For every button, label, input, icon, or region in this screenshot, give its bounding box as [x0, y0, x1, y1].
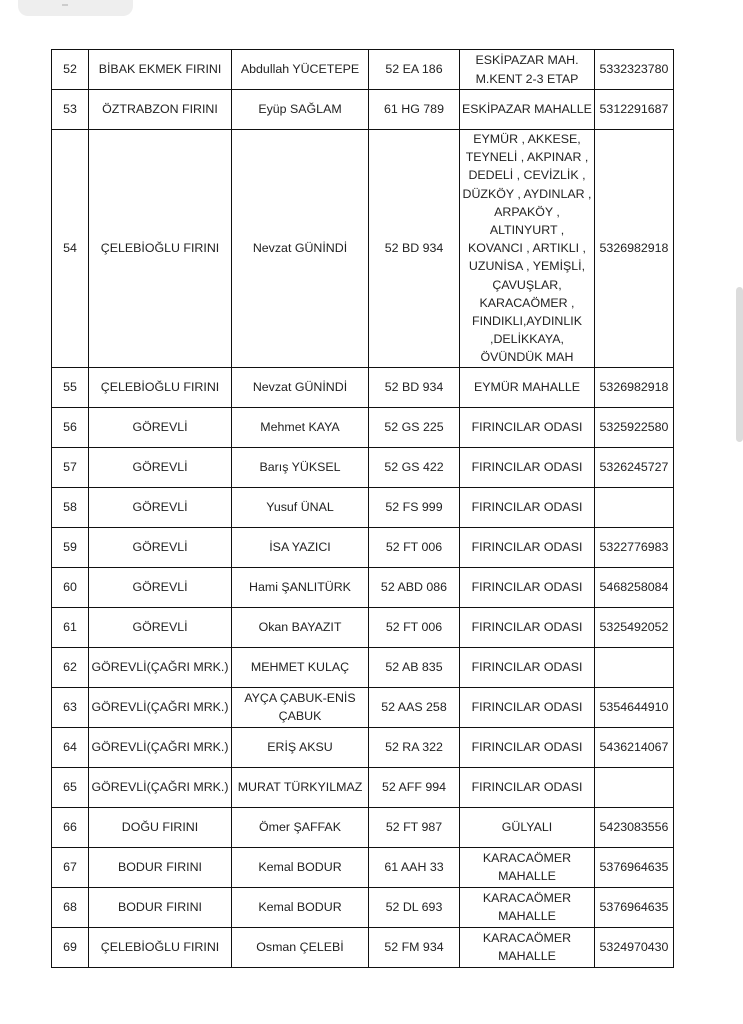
phone-cell: 5326982918: [595, 367, 674, 407]
owner-name-cell: MEHMET KULAÇ: [232, 647, 369, 687]
area-cell: KARACAÖMER MAHALLE: [460, 927, 595, 967]
table-row: [52, 527, 674, 567]
area-cell: FIRINCILAR ODASI: [460, 487, 595, 527]
owner-name-cell: Hami ŞANLITÜRK: [232, 567, 369, 607]
area-cell: ESKİPAZAR MAH. M.KENT 2-3 ETAP: [460, 50, 595, 90]
table-row: [52, 887, 674, 927]
bakery-name-cell: BİBAK EKMEK FIRINI: [89, 50, 232, 90]
table-row: [52, 927, 674, 967]
table-row: [52, 407, 674, 447]
row-number-cell: 63: [52, 687, 89, 727]
area-cell: ESKİPAZAR MAHALLE: [460, 90, 595, 130]
bakery-name-cell: GÖREVLİ(ÇAĞRI MRK.): [89, 727, 232, 767]
table-row: [52, 607, 674, 647]
tab-mark: [62, 0, 68, 6]
phone-cell: 5423083556: [595, 807, 674, 847]
plate-cell: 52 BD 934: [369, 130, 460, 368]
phone-cell: 5332323780: [595, 50, 674, 90]
phone-cell: 5326245727: [595, 447, 674, 487]
row-number-cell: 57: [52, 447, 89, 487]
table-row: [52, 847, 674, 887]
row-number-cell: 68: [52, 887, 89, 927]
table-row: [52, 50, 674, 90]
row-number-cell: 59: [52, 527, 89, 567]
phone-cell: 5325492052: [595, 607, 674, 647]
bakery-name-cell: GÖREVLİ: [89, 567, 232, 607]
row-number-cell: 64: [52, 727, 89, 767]
phone-cell: 5376964635: [595, 887, 674, 927]
bakery-name-cell: GÖREVLİ: [89, 407, 232, 447]
area-cell: EYMÜR , AKKESE, TEYNELİ , AKPINAR , DEDELİ , CEVİZLİK , DÜZKÖY , AYDINLAR , ARPAKÖY , ALTINYURT , KOVANCI , ARTIKLI , UZUNİSA , YEMİŞLİ, ÇAVUŞLAR, KARACAÖMER , FINDIKLI,AYDINLIK ,DELİKKAYA, ÖVÜNDÜK MAH: [460, 130, 595, 368]
bakery-name-cell: ÇELEBİOĞLU FIRINI: [89, 130, 232, 368]
table-row: [52, 767, 674, 807]
phone-cell: 5376964635: [595, 847, 674, 887]
phone-cell: 5312291687: [595, 90, 674, 130]
table-row: [52, 367, 674, 407]
bakery-name-cell: ÇELEBİOĞLU FIRINI: [89, 927, 232, 967]
table-body: [52, 50, 674, 968]
area-cell: FIRINCILAR ODASI: [460, 727, 595, 767]
plate-cell: 52 FT 006: [369, 527, 460, 567]
row-number-cell: 56: [52, 407, 89, 447]
plate-cell: 52 BD 934: [369, 367, 460, 407]
owner-name-cell: Nevzat GÜNİNDİ: [232, 130, 369, 368]
owner-name-cell: Nevzat GÜNİNDİ: [232, 367, 369, 407]
area-cell: FIRINCILAR ODASI: [460, 647, 595, 687]
bakery-name-cell: GÖREVLİ: [89, 447, 232, 487]
row-number-cell: 67: [52, 847, 89, 887]
area-cell: EYMÜR MAHALLE: [460, 367, 595, 407]
table-row: [52, 130, 674, 368]
phone-cell: 5326982918: [595, 130, 674, 368]
row-number-cell: 65: [52, 767, 89, 807]
phone-cell: 5322776983: [595, 527, 674, 567]
phone-cell: [595, 487, 674, 527]
bakery-name-cell: BODUR FIRINI: [89, 887, 232, 927]
bakery-name-cell: GÖREVLİ: [89, 607, 232, 647]
scrollbar[interactable]: [736, 287, 743, 442]
plate-cell: 61 AAH 33: [369, 847, 460, 887]
row-number-cell: 62: [52, 647, 89, 687]
plate-cell: 52 FM 934: [369, 927, 460, 967]
row-number-cell: 52: [52, 50, 89, 90]
bakery-name-cell: ÇELEBİOĞLU FIRINI: [89, 367, 232, 407]
owner-name-cell: Abdullah YÜCETEPE: [232, 50, 369, 90]
bakery-name-cell: GÖREVLİ(ÇAĞRI MRK.): [89, 647, 232, 687]
plate-cell: 52 EA 186: [369, 50, 460, 90]
area-cell: FIRINCILAR ODASI: [460, 767, 595, 807]
area-cell: FIRINCILAR ODASI: [460, 527, 595, 567]
owner-name-cell: AYÇA ÇABUK-ENİS ÇABUK: [232, 687, 369, 727]
phone-cell: 5354644910: [595, 687, 674, 727]
owner-name-cell: Eyüp SAĞLAM: [232, 90, 369, 130]
table-row: [52, 807, 674, 847]
bakery-name-cell: DOĞU FIRINI: [89, 807, 232, 847]
plate-cell: 52 FT 987: [369, 807, 460, 847]
owner-name-cell: Mehmet KAYA: [232, 407, 369, 447]
plate-cell: 52 RA 322: [369, 727, 460, 767]
owner-name-cell: Osman ÇELEBİ: [232, 927, 369, 967]
owner-name-cell: ERİŞ AKSU: [232, 727, 369, 767]
area-cell: GÜLYALI: [460, 807, 595, 847]
owner-name-cell: Kemal BODUR: [232, 887, 369, 927]
area-cell: KARACAÖMER MAHALLE: [460, 887, 595, 927]
plate-cell: 52 FS 999: [369, 487, 460, 527]
owner-name-cell: Okan BAYAZIT: [232, 607, 369, 647]
plate-cell: 52 AFF 994: [369, 767, 460, 807]
table-row: [52, 447, 674, 487]
phone-cell: [595, 767, 674, 807]
table-row: [52, 727, 674, 767]
area-cell: FIRINCILAR ODASI: [460, 447, 595, 487]
row-number-cell: 55: [52, 367, 89, 407]
plate-cell: 61 HG 789: [369, 90, 460, 130]
bakery-name-cell: GÖREVLİ: [89, 487, 232, 527]
owner-name-cell: MURAT TÜRKYILMAZ: [232, 767, 369, 807]
table-row: [52, 567, 674, 607]
row-number-cell: 53: [52, 90, 89, 130]
table-row: [52, 687, 674, 727]
owner-name-cell: Ömer ŞAFFAK: [232, 807, 369, 847]
area-cell: FIRINCILAR ODASI: [460, 687, 595, 727]
row-number-cell: 61: [52, 607, 89, 647]
area-cell: KARACAÖMER MAHALLE: [460, 847, 595, 887]
bakery-name-cell: BODUR FIRINI: [89, 847, 232, 887]
bakery-name-cell: GÖREVLİ(ÇAĞRI MRK.): [89, 687, 232, 727]
bakery-name-cell: GÖREVLİ(ÇAĞRI MRK.): [89, 767, 232, 807]
area-cell: FIRINCILAR ODASI: [460, 607, 595, 647]
plate-cell: 52 GS 422: [369, 447, 460, 487]
plate-cell: 52 DL 693: [369, 887, 460, 927]
owner-name-cell: İSA YAZICI: [232, 527, 369, 567]
row-number-cell: 60: [52, 567, 89, 607]
phone-cell: [595, 647, 674, 687]
plate-cell: 52 GS 225: [369, 407, 460, 447]
table-row: [52, 647, 674, 687]
bakery-table: [51, 49, 674, 968]
row-number-cell: 69: [52, 927, 89, 967]
owner-name-cell: Yusuf ÜNAL: [232, 487, 369, 527]
row-number-cell: 58: [52, 487, 89, 527]
plate-cell: 52 AB 835: [369, 647, 460, 687]
plate-cell: 52 AAS 258: [369, 687, 460, 727]
top-tab[interactable]: [18, 0, 133, 16]
phone-cell: 5436214067: [595, 727, 674, 767]
bakery-name-cell: ÖZTRABZON FIRINI: [89, 90, 232, 130]
bakery-name-cell: GÖREVLİ: [89, 527, 232, 567]
plate-cell: 52 FT 006: [369, 607, 460, 647]
plate-cell: 52 ABD 086: [369, 567, 460, 607]
area-cell: FIRINCILAR ODASI: [460, 567, 595, 607]
phone-cell: 5468258084: [595, 567, 674, 607]
owner-name-cell: Kemal BODUR: [232, 847, 369, 887]
owner-name-cell: Barış YÜKSEL: [232, 447, 369, 487]
phone-cell: 5325922580: [595, 407, 674, 447]
table-row: [52, 487, 674, 527]
phone-cell: 5324970430: [595, 927, 674, 967]
area-cell: FIRINCILAR ODASI: [460, 407, 595, 447]
row-number-cell: 54: [52, 130, 89, 368]
row-number-cell: 66: [52, 807, 89, 847]
table-row: [52, 90, 674, 130]
